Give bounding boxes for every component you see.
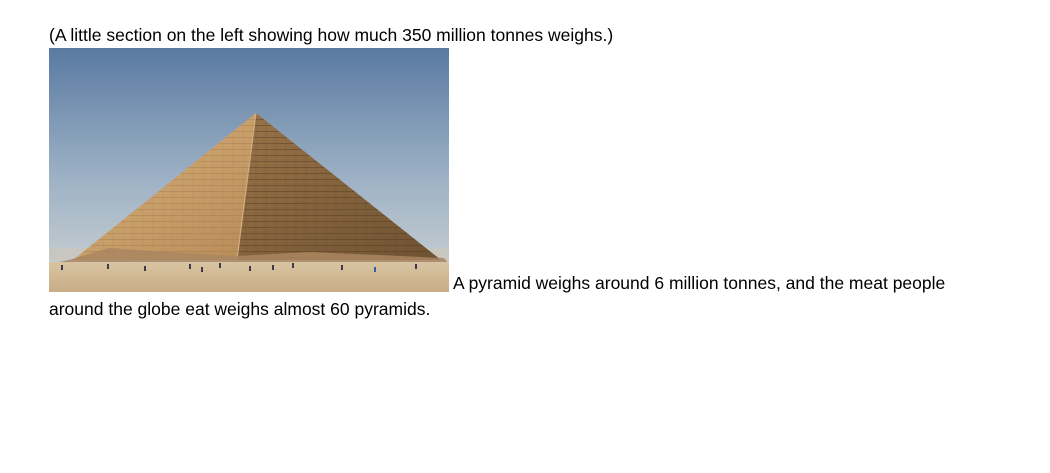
document-body: [49, 22, 1009, 322]
body-paragraph: [49, 48, 949, 322]
caption-text: (A little section on the left showing how much 350 million tonnes weighs.): [49, 25, 614, 45]
pyramid-photo: [49, 48, 449, 292]
body-paragraph-text: A pyramid weighs around 6 million tonnes, and the meat people around the globe eat weighs almost 60 pyramids.: [49, 273, 946, 319]
